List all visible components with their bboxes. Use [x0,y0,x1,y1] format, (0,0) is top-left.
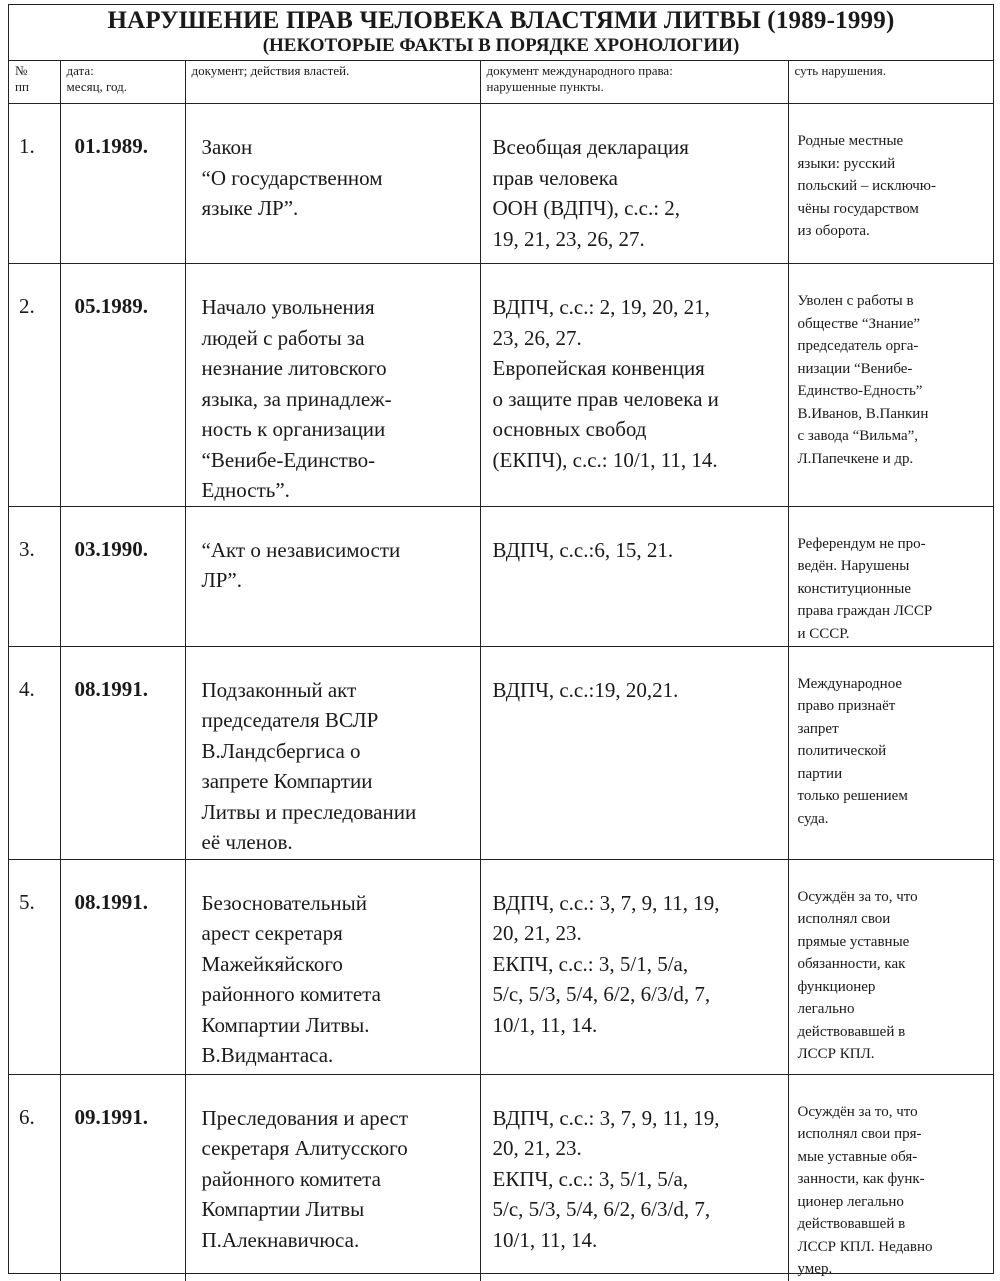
row-action: Преследования и арест секретаря Алитусского районного комитета Компартии Литвы П.Алекнавичюса. [185,1074,480,1281]
row-essence: Референдум не про- ведён. Нарушены конституционные права граждан ЛССР и СССР. [788,506,993,646]
table-row [9,646,993,859]
row-date: 01.1989. [60,104,185,264]
row-number: 5. [9,859,60,1074]
row-action: Подзаконный акт председателя ВСЛР В.Ландсбергиса о запрете Компартии Литвы и преследовании её членов. [185,646,480,859]
row-essence: Осуждён за то, что исполнял свои прямые уставные обязанности, как функционер легально действовавшей в ЛССР КПЛ. [788,859,993,1074]
page-title: НАРУШЕНИЕ ПРАВ ЧЕЛОВЕКА ВЛАСТЯМИ ЛИТВЫ (1989-1999) [107,7,895,34]
header-essence: суть нарушения. [788,61,993,104]
row-number: 2. [9,264,60,507]
table-row [9,1074,993,1281]
row-date: 05.1989. [60,264,185,507]
row-date: 08.1991. [60,646,185,859]
row-action: Безосновательный арест секретаря Мажейкяйского районного комитета Компартии Литвы. В.Видмантаса. [185,859,480,1074]
row-number: 3. [9,506,60,646]
table-header-row [9,61,993,104]
page-subtitle: (НЕКОТОРЫЕ ФАКТЫ В ПОРЯДКЕ ХРОНОЛОГИИ) [9,35,993,61]
row-intl-law: ВДПЧ, с.с.:19, 20,21. [480,646,788,859]
row-number: 1. [9,104,60,264]
row-intl-law: ВДПЧ, с.с.: 2, 19, 20, 21, 23, 26, 27. Европейская конвенция о защите прав человека и основных свобод (ЕКПЧ), с.с.: 10/1, 11, 14. [480,264,788,507]
row-date: 03.1990. [60,506,185,646]
table-row [9,264,993,507]
table-row [9,104,993,264]
row-number: 6. [19,1104,35,1129]
row-essence: Осуждён за то, что исполнял свои пря- мые уставные обя- занности, как функ- ционер легально действовавшей в ЛССР КПЛ. Недавно умер. [788,1074,993,1281]
row-number: 4. [9,646,60,859]
header-number: № пп [9,61,60,104]
table-row [9,506,993,646]
row-essence: Уволен с работы в обществе “Знание” председатель орга- низации “Венибе- Единство-Едность” В.Иванов, В.Панкин с завода “Вильма”, Л.Папечкене и др. [788,264,993,507]
row-intl-law: ВДПЧ, с.с.:6, 15, 21. [480,506,788,646]
header-date: дата: месяц, год. [60,61,185,104]
document-page [8,4,994,1277]
violations-table [9,61,993,1281]
row-intl-law: ВДПЧ, с.с.: 3, 7, 9, 11, 19, 20, 21, 23. ЕКПЧ, с.с.: 3, 5/1, 5/а, 5/с, 5/3, 5/4, 6/2, 6/3/d, 7, 10/1, 11, 14. [480,859,788,1074]
row-action: “Акт о независимости ЛР”. [185,506,480,646]
row-intl-law: Всеобщая декларация прав человека ООН (ВДПЧ), с.с.: 2, 19, 21, 23, 26, 27. [480,104,788,264]
row-date: 09.1991. [60,1074,185,1281]
row-action: Начало увольнения людей с работы за незнание литовского языка, за принадлеж- ность к организации “Венибе-Единство- Едность”. [185,264,480,507]
table-row [9,859,993,1074]
row-essence: Международное право признаёт запрет политической партии только решением суда. [788,646,993,859]
row-intl-law: ВДПЧ, с.с.: 3, 7, 9, 11, 19, 20, 21, 23. ЕКПЧ, с.с.: 3, 5/1, 5/а, 5/с, 5/3, 5/4, 6/2, 6/3/d, 7, 10/1, 11, 14. [480,1074,788,1281]
header-action: документ; действия властей. [185,61,480,104]
row-date: 08.1991. [60,859,185,1074]
row-action: Закон “О государственном языке ЛР”. [185,104,480,264]
header-intl-law: документ международного права: нарушенные пункты. [480,61,788,104]
row-essence: Родные местные языки: русский польский – исключю- чёны государством из оборота. [788,104,993,264]
